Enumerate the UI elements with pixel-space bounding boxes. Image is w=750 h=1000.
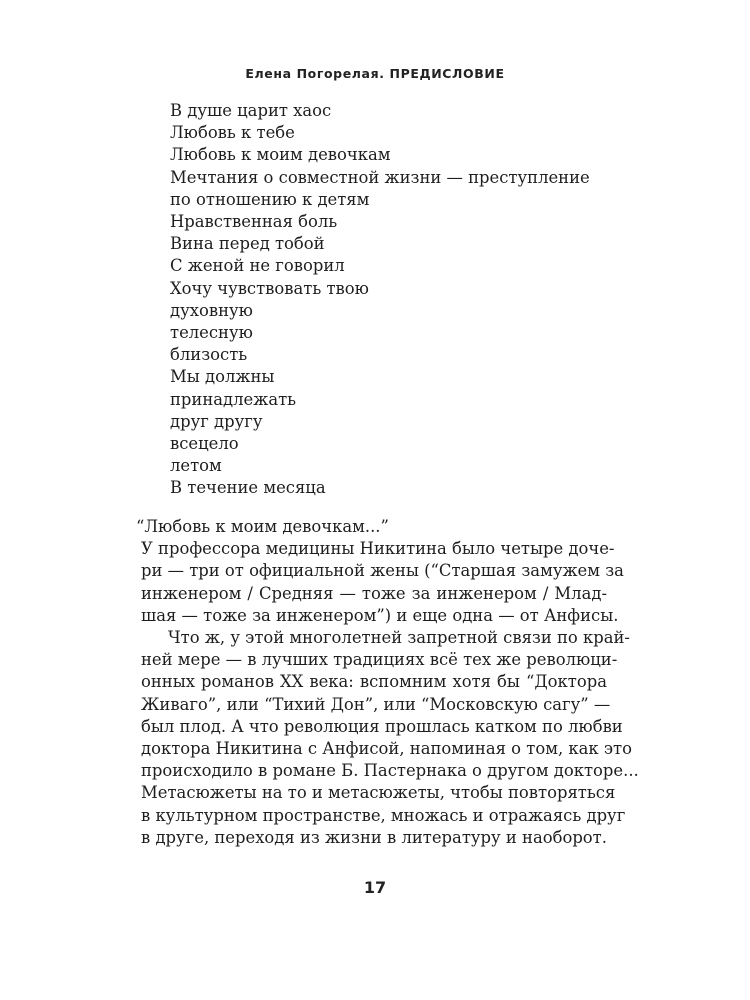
text-line: в друге, переходя из жизни в литературу и наоборот. xyxy=(141,827,607,847)
epigraph-quote: “Любовь к моим девочкам...” xyxy=(136,517,389,536)
poem-line: Вина перед тобой xyxy=(170,234,325,254)
paragraph-1 xyxy=(141,538,624,627)
prose-block xyxy=(136,516,639,849)
text-line: шая — тоже за инженером”) и еще одна — от Анфисы. xyxy=(141,605,619,625)
poem-line: всецело xyxy=(170,434,239,454)
poem-line: В течение месяца xyxy=(170,478,326,498)
poem-line: Мечтания о совместной жизни — преступление xyxy=(170,167,590,187)
poem-line: по отношению к детям xyxy=(170,189,370,209)
text-line: Что ж, у этой многолетней запретной связи по край- xyxy=(168,628,630,648)
poem-line: Хочу чувствовать твою xyxy=(170,278,369,298)
text-line: ней мере — в лучших традициях всё тех же революци- xyxy=(141,650,618,670)
page-number: 17 xyxy=(363,878,387,897)
poem-line: В душе царит хаос xyxy=(170,101,332,120)
text-line: инженером / Средняя — тоже за инженером / Млад- xyxy=(141,583,607,603)
poem-line: Нравственная боль xyxy=(170,212,338,232)
paragraph-2 xyxy=(141,627,639,849)
poem-line: С женой не говорил xyxy=(170,256,345,276)
text-line: Живаго”, или “Тихий Дон”, или “Московскую сагу” — xyxy=(141,694,611,714)
running-head: Елена Погорелая. ПРЕДИСЛОВИЕ xyxy=(245,66,505,81)
text-line: происходило в романе Б. Пастернака о другом докторе... xyxy=(141,761,639,781)
poem-line: принадлежать xyxy=(170,389,297,409)
text-line: онных романов XX века: вспомним хотя бы “Доктора xyxy=(141,672,607,692)
poem-line: Любовь к моим девочкам xyxy=(170,145,391,165)
poem-line: друг другу xyxy=(170,411,263,431)
poem-block xyxy=(170,100,590,500)
poem-line: духовную xyxy=(170,300,253,320)
text-line: Метасюжеты на то и метасюжеты, чтобы повторяться xyxy=(141,783,616,803)
poem-line: Мы должны xyxy=(170,367,275,387)
poem-line: Любовь к тебе xyxy=(170,123,295,143)
text-line: У профессора медицины Никитина было четыре доче- xyxy=(141,539,615,559)
text-line: ри — три от официальной жены (“Старшая замужем за xyxy=(141,561,624,581)
poem-line: летом xyxy=(170,456,222,476)
text-line: был плод. А что революция прошлась катком по любви xyxy=(141,716,623,736)
poem-line: близость xyxy=(170,345,248,365)
text-line: в культурном пространстве, множась и отражаясь друг xyxy=(141,805,626,825)
poem-line: телесную xyxy=(170,323,253,343)
text-line: доктора Никитина с Анфисой, напоминая о том, как это xyxy=(141,739,632,759)
